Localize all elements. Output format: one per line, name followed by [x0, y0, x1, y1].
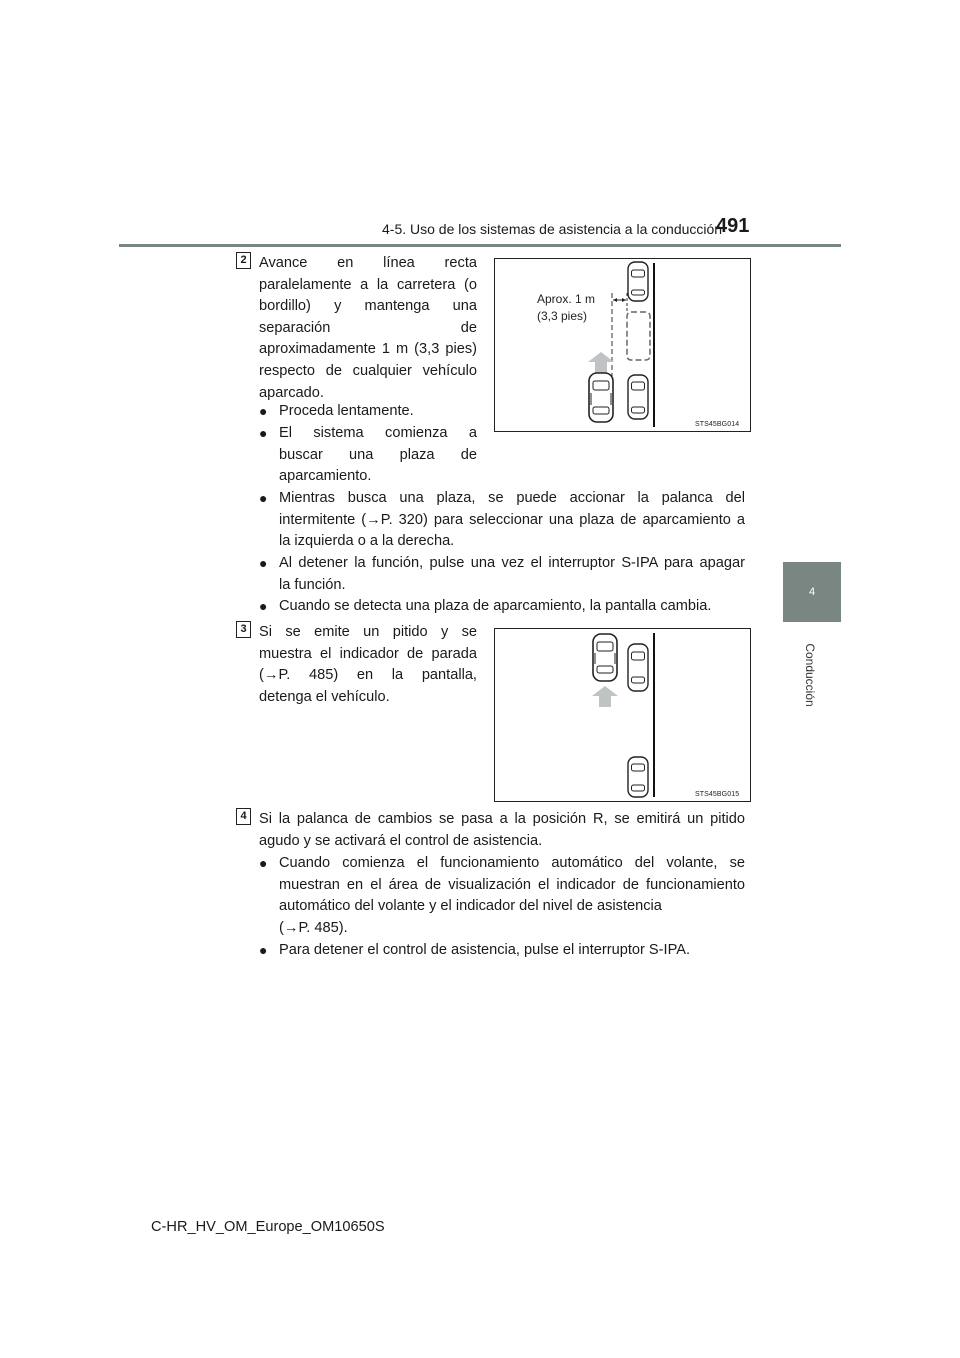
text-line: aparcado.: [259, 384, 324, 401]
text-line: buscar una plaza de: [279, 446, 477, 463]
text-line: automático del volante y el indicador del nivel de asistencia: [279, 898, 662, 915]
text-line: separación de: [259, 319, 477, 336]
bullet-icon: ●: [259, 490, 268, 506]
bullet-icon: ●: [259, 855, 268, 871]
text-line: bordillo) y mantenga una: [259, 298, 477, 315]
list-item: [259, 940, 745, 962]
list-item: [259, 401, 477, 423]
text-line: muestran en el área de visualización el indicador de funcionamiento: [279, 876, 745, 893]
parked-car-icon: [628, 262, 648, 301]
header-divider: [119, 244, 841, 247]
bullet-icon: ●: [259, 425, 268, 441]
step-number-3: 3: [236, 621, 251, 638]
text-line: Proceda lentamente.: [279, 403, 414, 419]
text-line: Cuando comienza el funcionamiento automático del volante, se: [279, 855, 745, 871]
bullet-icon: ●: [259, 942, 268, 958]
direction-arrow-icon: [588, 352, 614, 374]
text-line: aproximadamente 1 m (3,3 pies): [259, 341, 477, 358]
text-line: Mientras busca una plaza, se puede accionar la palanca del: [279, 490, 745, 506]
chapter-label: Conducción: [803, 643, 817, 707]
list-item: [259, 596, 745, 618]
own-car-icon: [589, 373, 613, 422]
parked-car-icon: [628, 644, 648, 691]
bullet-icon: ●: [259, 598, 268, 614]
text-line: aparcamiento.: [279, 468, 372, 485]
parked-car-icon: [628, 375, 648, 419]
figure-code: STS45BG015: [695, 791, 740, 798]
step-number-4: 4: [236, 808, 251, 825]
parking-search-diagram: [495, 259, 750, 431]
chapter-tab: 4: [783, 562, 841, 622]
figure-parking-search: [494, 258, 751, 432]
bullet-icon: ●: [259, 555, 268, 571]
text-line: detenga el vehículo.: [259, 688, 390, 705]
text-line: Avance en línea recta: [259, 255, 477, 271]
text-line: Si se emite un pitido y se: [259, 624, 477, 640]
text-line: (→P. 485) en la pantalla,: [259, 667, 477, 684]
figure-code: STS45BG014: [695, 421, 740, 428]
direction-arrow-icon: [592, 686, 618, 707]
step-3-text: [259, 622, 477, 708]
list-item: [259, 853, 745, 939]
distance-label: Aprox. 1 m: [537, 292, 596, 306]
text-line: El sistema comienza a: [279, 425, 477, 441]
text-line: la función.: [279, 576, 346, 593]
text-line: Para detener el control de asistencia, pulse el interruptor S-IPA.: [279, 942, 691, 958]
list-item: [259, 423, 477, 488]
text-line: intermitente (→P. 320) para seleccionar una plaza de aparcamiento a: [279, 511, 745, 528]
own-car-icon: [593, 634, 617, 681]
text-line: Cuando se detecta una plaza de aparcamiento, la pantalla cambia.: [279, 598, 712, 614]
text-line: Al detener la función, pulse una vez el interruptor S-IPA para apagar: [279, 555, 745, 571]
empty-parking-space: [627, 312, 650, 360]
page-number: 491: [716, 215, 750, 237]
step-number-2: 2: [236, 252, 251, 269]
stop-vehicle-diagram: [495, 629, 750, 801]
text-line: muestra el indicador de parada: [259, 645, 477, 662]
distance-label-feet: (3,3 pies): [537, 309, 588, 323]
list-item: [259, 553, 745, 596]
text-line: agudo y se activará el control de asistencia.: [259, 832, 543, 849]
text-line: la izquierda o a la derecha.: [279, 533, 455, 550]
text-line: paralelamente a la carretera (o: [259, 276, 477, 293]
figure-stop-vehicle: [494, 628, 751, 802]
text-line: respecto de cualquier vehículo: [259, 362, 477, 379]
text-line: (→P. 485).: [279, 919, 348, 936]
step-4-text: [259, 809, 745, 852]
bullet-icon: ●: [259, 403, 268, 419]
text-line: Si la palanca de cambios se pasa a la posición R, se emitirá un pitido: [259, 811, 745, 827]
document-code: C-HR_HV_OM_Europe_OM10650S: [151, 1219, 385, 1235]
step-2-text: [259, 253, 477, 404]
section-title: 4-5. Uso de los sistemas de asistencia a la conducción: [382, 221, 723, 237]
parked-car-icon: [628, 757, 648, 797]
list-item: [259, 488, 745, 553]
